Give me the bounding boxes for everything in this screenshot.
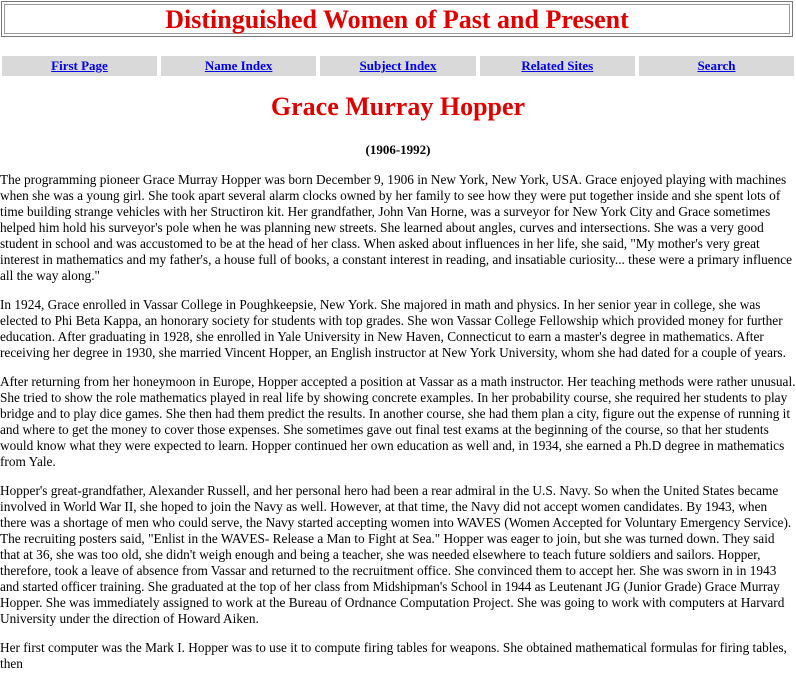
page-header [1, 1, 793, 37]
site-title: Distinguished Women of Past and Present [4, 4, 790, 34]
nav-cell-related-sites [480, 56, 635, 76]
biography-paragraph: Hopper's great-grandfather, Alexander Russell, and her personal hero had been a rear admiral in the U.S. Navy. So when the United States became involved in World War II, she hoped to join the Navy as well. However, at that time, the Navy did not accept women candidates. By 1943, when there was a shortage of men who could serve, the Navy started accepting women into WAVES (Women Accepted for Voluntary Emergency Service). The recruiting posters said, "Enlist in the WAVES- Release a Man to Fight at Sea." Hopper was eager to join, but she was turned down. They said that at 36, she was too old, she didn't weigh enough and being a teacher, she was needed elsewhere to teach future soldiers and sailors. Hopper, therefore, took a leave of absence from Vassar and returned to the recruitment office. She convinced them to accept her. She was sworn in in 1943 and started officer training. She graduated at the top of her class from Midshipman's School in 1944 as Leutenant JG (Junior Grade) Grace Murray Hopper. She was immediately assigned to work at the Bureau of Ordnance Computation Project. She was going to work with computers at Harvard University under the direction of Howard Aiken. [0, 483, 792, 626]
biography-text [0, 172, 796, 685]
biography-paragraph: Her first computer was the Mark I. Hopper was to use it to compute firing tables for weapons. She obtained mathematical formulas for firing tables, then [0, 640, 787, 671]
person-name-heading: Grace Murray Hopper [270, 92, 526, 121]
biography-paragraph: The programming pioneer Grace Murray Hopper was born December 9, 1906 in New York, New York, USA. Grace enjoyed playing with machines when she was a young girl. She took apart several alarm clocks owned by her family to see how they were put together inside and she spent lots of time building strange vehicles with her Structiron kit. Her grandfather, John Van Horne, was a surveyor for New York City and Grace sometimes helped him hold his surveyor's pole when he was planning new streets. She learned about angles, curves and intersections. She was a very good student in school and was accustomed to be at the head of her class. When asked about influences in her life, she said, "My mother's very great interest in mathematics and my father's, a house full of books, a constant interest in reading, and insatiable curiosity... these were a primary influence all the way along." [0, 172, 793, 283]
nav-link-name-index[interactable]: Name Index [204, 58, 273, 73]
nav-cell-subject-index [320, 56, 475, 76]
nav-cell-name-index [161, 56, 316, 76]
life-dates: (1906-1992) [365, 142, 431, 157]
navigation-bar [2, 56, 794, 76]
nav-link-search[interactable]: Search [697, 58, 736, 73]
biography-paragraph: In 1924, Grace enrolled in Vassar College in Poughkeepsie, New York. She majored in math and physics. In her senior year in college, she was elected to Phi Beta Kappa, an honorary society for students with top grades. She won Vassar College Fellowship which provided money for further education. After graduating in 1928, she enrolled in Yale University in New Haven, Connecticut to earn a master's degree in mathematics. After receiving her degree in 1930, she married Vincent Hopper, an English instructor at New York University, whom she had dated for a couple of years. [0, 297, 786, 360]
nav-cell-search [639, 56, 794, 76]
nav-link-subject-index[interactable]: Subject Index [359, 58, 437, 73]
nav-cell-first-page [2, 56, 157, 76]
nav-link-related-sites[interactable]: Related Sites [521, 58, 594, 73]
biography-paragraph: After returning from her honeymoon in Europe, Hopper accepted a position at Vassar as a math instructor. Her teaching methods were rather unusual. She tried to show the role mathematics played in real life by showing concrete examples. In her probability course, she required her students to play bridge and to play dice games. She then had them predict the results. In another course, she had them plan a city, figure out the expense of running it and where to get the money to cover those expenses. She sometimes gave out final test exams at the beginning of the course, so that her students would know what they were expected to learn. Hopper continued her own education as well and, in 1934, she earned a Ph.D degree in mathematics from Yale. [0, 374, 796, 469]
nav-link-first-page[interactable]: First Page [51, 58, 108, 73]
